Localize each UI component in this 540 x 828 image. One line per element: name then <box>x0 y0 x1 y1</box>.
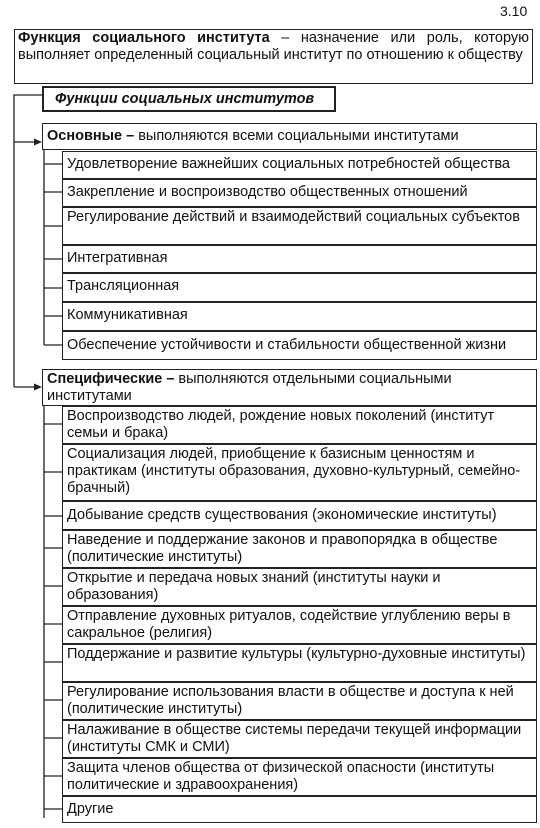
definition-term: Функция социального института <box>18 30 270 46</box>
specific-label: Специфические – <box>47 371 175 387</box>
specific-function-item: Налаживание в обществе системы передачи текущей информации (институты СМК и СМИ) <box>62 720 537 758</box>
basic-function-item: Обеспечение устойчивости и стабильности общественной жизни <box>62 331 537 360</box>
specific-function-item: Социализация людей, приобщение к базисным ценностям и практикам (институты образования, духовно-культурный, семейно-брачный) <box>62 444 537 501</box>
basic-description: выполняются всеми социальными институтами <box>134 128 459 144</box>
specific-function-item: Открытие и передача новых знаний (институты науки и образования) <box>62 568 537 606</box>
basic-function-item: Коммуникативная <box>62 302 537 331</box>
basic-function-item: Удовлетворение важнейших социальных потребностей общества <box>62 151 537 179</box>
diagram-title: Функции социальных институтов <box>42 86 336 112</box>
basic-label: Основные – <box>47 128 135 144</box>
specific-function-item: Добывание средств существования (экономические институты) <box>62 501 537 530</box>
basic-function-item: Закрепление и воспроизводство общественных отношений <box>62 179 537 207</box>
specific-function-item: Другие <box>62 796 537 823</box>
page-number: 3.10 <box>500 3 528 19</box>
definition-text: – назначение или роль, которую выполняет определенный социальный институт по отношению к обществу <box>18 30 529 63</box>
basic-function-item: Трансляционная <box>62 273 537 302</box>
specific-function-item: Поддержание и развитие культуры (культурно-духовные институты) <box>62 644 537 682</box>
specific-functions-header <box>42 369 537 406</box>
specific-function-item: Защита членов общества от физической опасности (институты политические и здравоохранения) <box>62 758 537 796</box>
specific-function-item: Регулирование использования власти в обществе и доступа к ней (политические институты) <box>62 682 537 720</box>
specific-function-item: Наведение и поддержание законов и правопорядка в обществе (политические институты) <box>62 530 537 568</box>
basic-function-item: Интегративная <box>62 245 537 273</box>
basic-function-item: Регулирование действий и взаимодействий социальных субъектов <box>62 207 537 245</box>
specific-function-item: Воспроизводство людей, рождение новых поколений (институт семьи и брака) <box>62 406 537 444</box>
specific-function-item: Отправление духовных ритуалов, содействие углублению веры в сакральное (религия) <box>62 606 537 644</box>
basic-functions-header <box>42 123 537 150</box>
specific-description: выполняются отдельными социальными институтами <box>47 371 452 404</box>
